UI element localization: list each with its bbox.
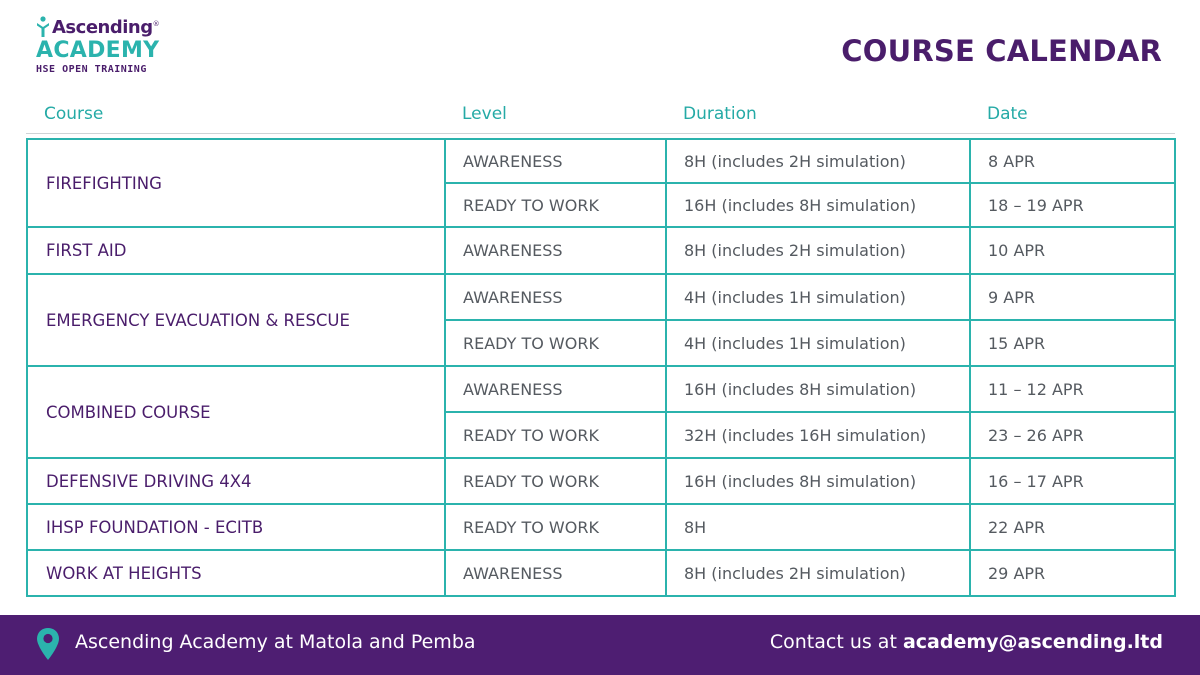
course-name: FIREFIGHTING [27,139,445,227]
table-row [27,227,1175,274]
course-duration: 32H (includes 16H simulation) [666,412,970,458]
course-level: READY TO WORK [445,458,666,504]
course-duration: 8H (includes 2H simulation) [666,550,970,596]
course-level: AWARENESS [445,366,666,412]
course-date: 11 – 12 APR [970,366,1175,412]
footer-contact [770,631,1163,653]
brand-name: Ascending® [52,17,160,38]
course-duration: 16H (includes 8H simulation) [666,183,970,227]
course-date: 15 APR [970,320,1175,366]
course-duration: 8H (includes 2H simulation) [666,227,970,274]
course-level: READY TO WORK [445,412,666,458]
column-header-date: Date [987,104,1028,124]
brand-logo [36,14,159,75]
course-level: AWARENESS [445,274,666,320]
page-title: COURSE CALENDAR [841,34,1162,68]
course-duration: 8H (includes 2H simulation) [666,139,970,183]
course-name: DEFENSIVE DRIVING 4X4 [27,458,445,504]
column-header-level: Level [462,104,507,124]
course-duration: 8H [666,504,970,550]
course-date: 23 – 26 APR [970,412,1175,458]
course-date: 29 APR [970,550,1175,596]
course-level: AWARENESS [445,139,666,183]
course-date: 8 APR [970,139,1175,183]
course-level: AWARENESS [445,550,666,596]
brand-tagline: HSE OPEN TRAINING [36,64,147,75]
contact-email-link[interactable]: academy@ascending.ltd [902,631,1163,653]
table-row [27,274,1175,320]
course-table [26,138,1176,597]
course-name: EMERGENCY EVACUATION & RESCUE [27,274,445,366]
contact-prefix: Contact us at [769,631,897,653]
column-header-duration: Duration [683,104,757,124]
footer-bar [0,615,1200,675]
brand-academy: ACADEMY [36,38,160,63]
course-name: COMBINED COURSE [27,366,445,458]
header-divider [26,133,1175,134]
course-name: IHSP FOUNDATION - ECITB [27,504,445,550]
table-row [27,366,1175,412]
person-figure-icon [36,16,50,38]
table-row [27,458,1175,504]
course-name: WORK AT HEIGHTS [27,550,445,596]
column-header-course: Course [44,104,104,124]
course-level: READY TO WORK [445,183,666,227]
course-date: 9 APR [970,274,1175,320]
map-pin-icon [36,627,60,661]
course-name: FIRST AID [27,227,445,274]
footer-location: Ascending Academy at Matola and Pemba [75,631,476,653]
course-date: 22 APR [970,504,1175,550]
table-row [27,139,1175,183]
course-duration: 16H (includes 8H simulation) [666,458,970,504]
table-row [27,550,1175,596]
table-row [27,504,1175,550]
course-date: 10 APR [970,227,1175,274]
course-level: READY TO WORK [445,504,666,550]
course-level: READY TO WORK [445,320,666,366]
course-duration: 4H (includes 1H simulation) [666,320,970,366]
course-duration: 4H (includes 1H simulation) [666,274,970,320]
course-date: 16 – 17 APR [970,458,1175,504]
course-level: AWARENESS [445,227,666,274]
course-duration: 16H (includes 8H simulation) [666,366,970,412]
course-date: 18 – 19 APR [970,183,1175,227]
